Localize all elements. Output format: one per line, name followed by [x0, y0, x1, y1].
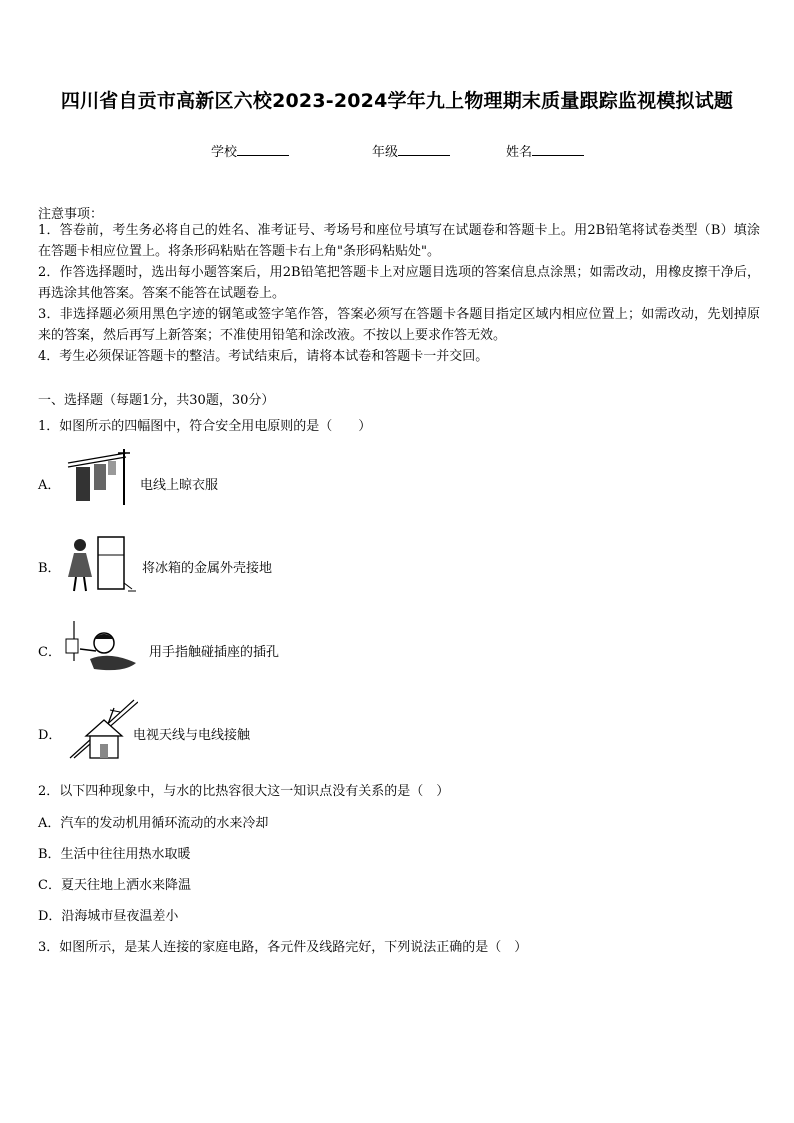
- name-field: [506, 141, 584, 160]
- grade-label: 年级: [372, 145, 399, 160]
- q1-option-c-text[interactable]: 用手指触碰插座的插孔: [149, 645, 280, 660]
- school-field: [211, 141, 289, 160]
- name-blank[interactable]: [532, 143, 584, 156]
- note-item-4: 4．考生必须保证答题卡的整洁。考试结束后，请将本试卷和答题卡一并交回。: [38, 349, 489, 364]
- child-touching-socket-icon: [64, 617, 138, 681]
- q1-option-d-text[interactable]: 电视天线与电线接触: [133, 728, 251, 743]
- grade-blank[interactable]: [398, 143, 450, 156]
- name-label: 姓名: [506, 145, 533, 160]
- note-item-2: 2．作答选择题时，选出每小题答案后，用2B铅笔把答题卡上对应题目选项的答案信息点涂黑；如需改动，用橡皮擦干净后，再选涂其他答案。答案不能答在试题卷上。: [38, 265, 760, 301]
- q2-stem: 2．以下四种现象中，与水的比热容很大这一知识点没有关系的是（ ）: [38, 784, 450, 799]
- school-blank[interactable]: [237, 143, 289, 156]
- grade-field: [372, 141, 450, 160]
- q2-option-a[interactable]: A．汽车的发动机用循环流动的水来冷却: [38, 816, 269, 831]
- q1-option-a-text[interactable]: 电线上晾衣服: [140, 478, 219, 493]
- q1-option-b-letter: B．: [38, 561, 61, 576]
- q3-stem: 3．如图所示，是某人连接的家庭电路，各元件及线路完好，下列说法正确的是（ ）: [38, 940, 528, 955]
- section-heading: 一、选择题（每题1分，共30题，30分）: [38, 393, 275, 408]
- q1-option-c-letter: C．: [38, 645, 61, 660]
- notes-heading: 注意事项：: [38, 207, 104, 222]
- q2-option-d[interactable]: D．沿海城市昼夜温差小: [38, 909, 179, 924]
- note-item-1: 1．答卷前，考生务必将自己的姓名、准考证号、考场号和座位号填写在试题卷和答题卡上。用2B铅笔将试卷类型（B）填涂在答题卡相应位置上。将条形码粘贴在答题卡右上角"条形码粘贴处"。: [38, 223, 760, 259]
- q1-option-d-letter: D．: [38, 728, 62, 743]
- fridge-grounding-icon: [64, 533, 138, 597]
- q1-option-a-letter: A．: [38, 478, 61, 493]
- q2-option-c[interactable]: C．夏天往地上洒水来降温: [38, 878, 191, 893]
- antenna-power-line-icon: [64, 698, 138, 762]
- school-label: 学校: [211, 145, 238, 160]
- q2-option-b[interactable]: B．生活中往往用热水取暖: [38, 847, 191, 862]
- q1-option-b-text[interactable]: 将冰箱的金属外壳接地: [142, 561, 273, 576]
- note-item-3: 3．非选择题必须用黑色字迹的钢笔或签字笔作答，答案必须写在答题卡各题目指定区域内相应位置上；如需改动，先划掉原来的答案，然后再写上新答案；不准使用铅笔和涂改液。不按以上要求作答无效。: [38, 307, 760, 343]
- clothes-on-wire-icon: [64, 447, 138, 511]
- page-title: 四川省自贡市高新区六校2023-2024学年九上物理期末质量跟踪监视模拟试题: [60, 90, 734, 112]
- q1-stem: 1．如图所示的四幅图中，符合安全用电原则的是（ ）: [38, 419, 372, 434]
